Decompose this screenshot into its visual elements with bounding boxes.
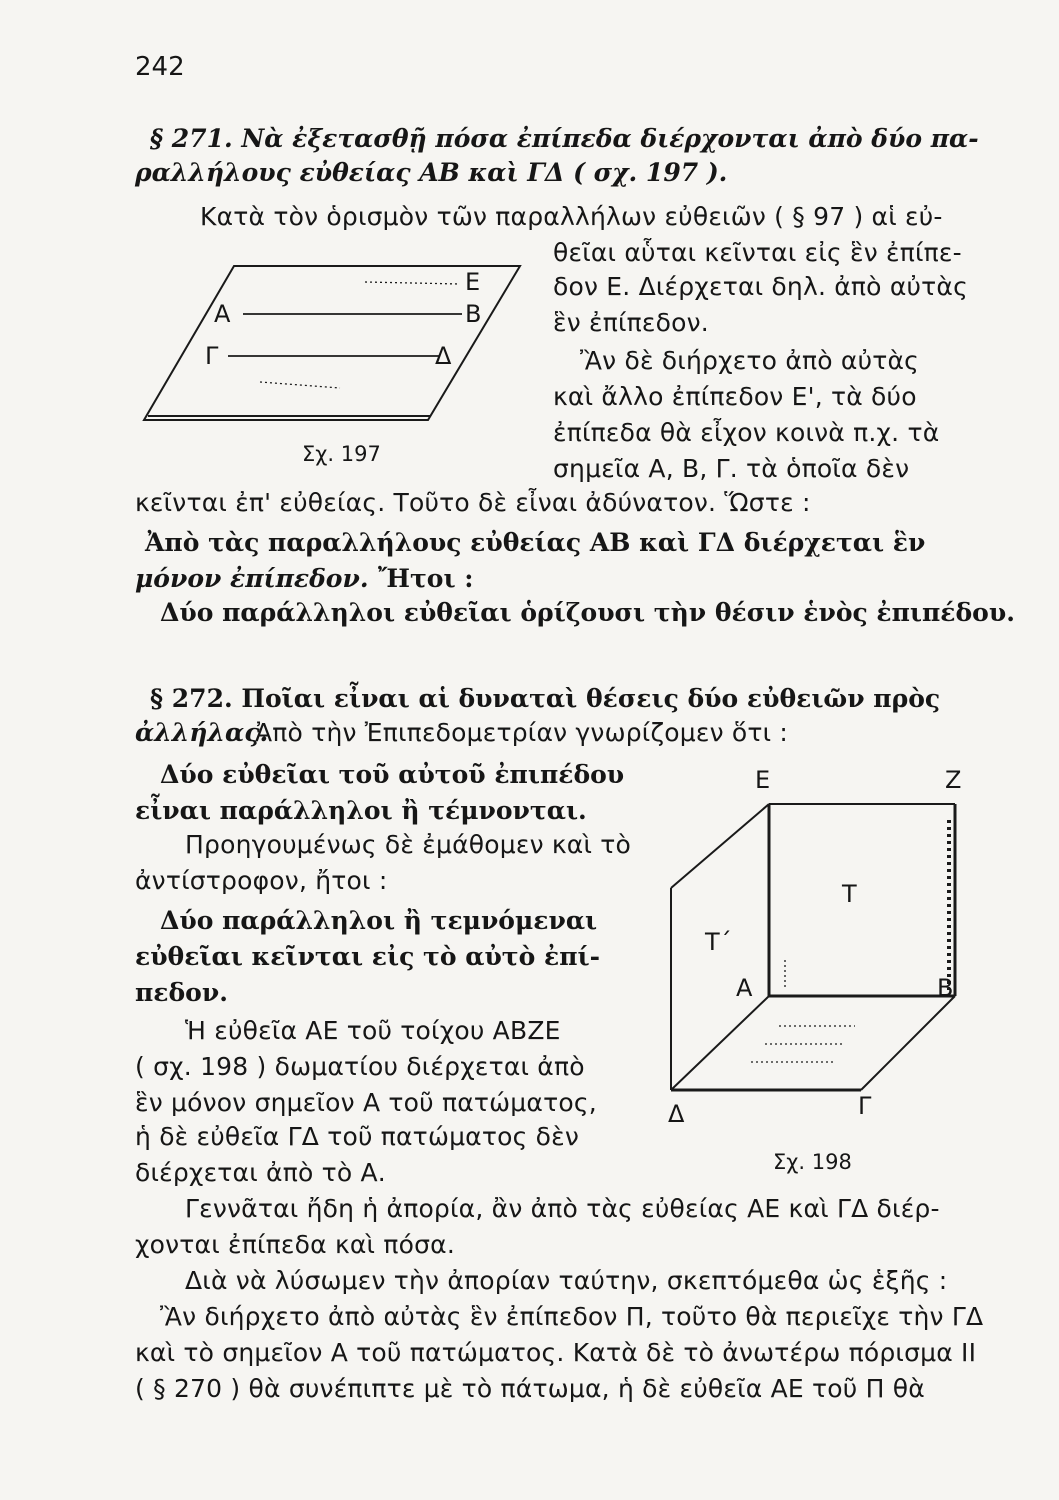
paragraph-line: Διὰ νὰ λύσωμεν τὴν ἀπορίαν ταύτην, σκεπτόμεθα ὡς ἑξῆς : bbox=[185, 1266, 948, 1295]
paragraph-line: Προηγουμένως δὲ ἐμάθομεν καὶ τὸ bbox=[185, 830, 632, 859]
section-272-title-line-1: § 272. Ποῖαι εἶναι αἱ δυναταὶ θέσεις δύο εὐθειῶν πρὸς bbox=[150, 684, 941, 713]
figure-198 bbox=[655, 790, 995, 1130]
paragraph-line: Γεννᾶται ἤδη ἡ ἀπορία, ἂν ἀπὸ τὰς εὐθείας ΑΕ καὶ ΓΔ διέρ- bbox=[185, 1194, 940, 1223]
paragraph-line: Ἀπὸ τὴν Ἐπιπεδομετρίαν γνωρίζομεν ὅτι : bbox=[255, 718, 789, 747]
conclusion-line: Ἤτοι : bbox=[378, 564, 474, 593]
section-271-title-line-2: ραλλήλους εὐθείας ΑΒ καὶ ΓΔ ( σχ. 197 ). bbox=[135, 158, 728, 187]
fig197-label-G: Γ bbox=[205, 342, 219, 370]
paragraph-line: ἓν μόνον σημεῖον Α τοῦ πατώματος, bbox=[135, 1088, 597, 1117]
paragraph-line: κεῖνται ἐπ' εὐθείας. Τοῦτο δὲ εἶναι ἀδύνατον. Ὥστε : bbox=[135, 488, 811, 517]
theorem-line: Δύο παράλληλοι ἢ τεμνόμεναι bbox=[160, 906, 598, 935]
fig198-label-Tp: Τ΄ bbox=[705, 928, 732, 956]
fig198-label-D: Δ bbox=[668, 1100, 685, 1128]
paragraph-line: ἀντίστροφον, ἤτοι : bbox=[135, 866, 388, 895]
page-number: 242 bbox=[135, 52, 185, 82]
paragraph-line: χονται ἐπίπεδα καὶ πόσα. bbox=[135, 1230, 455, 1259]
section-272-title-line-2: ἀλλήλας. bbox=[135, 718, 269, 747]
paragraph-line: καὶ ἄλλο ἐπίπεδον Ε', τὰ δύο bbox=[553, 382, 917, 411]
plane-E bbox=[144, 266, 520, 420]
fig198-label-Z: Ζ bbox=[945, 766, 962, 794]
dotted-line bbox=[365, 282, 460, 284]
fig198-label-E: Ε bbox=[755, 766, 771, 794]
theorem-line: εὐθεῖαι κεῖνται εἰς τὸ αὐτὸ ἐπί- bbox=[135, 942, 600, 971]
floor-right bbox=[861, 996, 955, 1090]
fig198-label-B: Β bbox=[937, 974, 954, 1002]
left-wall-top bbox=[671, 804, 769, 888]
fig198-label-T: Τ bbox=[842, 880, 857, 908]
fig197-label-B: Β bbox=[465, 300, 482, 328]
conclusion-line: μόνον ἐπίπεδον. bbox=[135, 564, 369, 593]
dotted-line bbox=[260, 382, 340, 388]
theorem-line: εἶναι παράλληλοι ἢ τέμνονται. bbox=[135, 796, 587, 825]
paragraph-line: Ἡ εὐθεῖα ΑΕ τοῦ τοίχου ΑΒΖΕ bbox=[185, 1016, 561, 1045]
floor-left bbox=[671, 996, 769, 1090]
paragraph-line: δον Ε. Διέρχεται δηλ. ἀπὸ αὐτὰς bbox=[553, 272, 968, 301]
theorem-line: Δύο εὐθεῖαι τοῦ αὐτοῦ ἐπιπέδου bbox=[160, 760, 625, 789]
theorem-line: πεδον. bbox=[135, 978, 228, 1007]
fig197-label-D: Δ bbox=[435, 342, 452, 370]
theorem-statement: Δύο παράλληλοι εὐθεῖαι ὁρίζουσι τὴν θέσιν ἑνὸς ἐπιπέδου. bbox=[160, 598, 1015, 627]
paragraph-line: σημεῖα Α, Β, Γ. τὰ ὁποῖα δὲν bbox=[553, 454, 910, 483]
fig197-label-A: Α bbox=[214, 300, 231, 328]
paragraph-line: Κατὰ τὸν ὁρισμὸν τῶν παραλλήλων εὐθειῶν ( § 97 ) αἱ εὐ- bbox=[200, 202, 943, 231]
paragraph-line: διέρχεται ἀπὸ τὸ Α. bbox=[135, 1158, 386, 1187]
paragraph-line: καὶ τὸ σημεῖον Α τοῦ πατώματος. Κατὰ δὲ τὸ ἀνωτέρω πόρισμα ΙΙ bbox=[135, 1338, 977, 1367]
paragraph-line: Ἂν διήρχετο ἀπὸ αὐτὰς ἓν ἐπίπεδον Π, τοῦτο θὰ περιεῖχε τὴν ΓΔ bbox=[160, 1302, 984, 1331]
paragraph-line: ἓν ἐπίπεδον. bbox=[553, 308, 709, 337]
paragraph-line: ἡ δὲ εὐθεῖα ΓΔ τοῦ πατώματος δὲν bbox=[135, 1122, 579, 1151]
conclusion-line: Ἀπὸ τὰς παραλλήλους εὐθείας ΑΒ καὶ ΓΔ διέρχεται ἓν bbox=[145, 528, 926, 557]
fig198-label-A: Α bbox=[736, 974, 753, 1002]
fig197-label-E: Ε bbox=[465, 268, 481, 296]
paragraph-line: ( § 270 ) θὰ συνέπιπτε μὲ τὸ πάτωμα, ἡ δὲ εὐθεῖα ΑΕ τοῦ Π θὰ bbox=[135, 1374, 925, 1403]
section-271-title-line-1: § 271. Νὰ ἐξετασθῇ πόσα ἐπίπεδα διέρχονται ἀπὸ δύο πα- bbox=[150, 124, 979, 153]
paragraph-line: θεῖαι αὗται κεῖνται εἰς ἓν ἐπίπε- bbox=[553, 238, 962, 267]
paragraph-line: ( σχ. 198 ) δωματίου διέρχεται ἀπὸ bbox=[135, 1052, 585, 1081]
paragraph-line: Ἂν δὲ διήρχετο ἀπὸ αὐτὰς bbox=[580, 346, 920, 375]
fig198-caption: Σχ. 198 bbox=[773, 1150, 852, 1174]
fig197-caption: Σχ. 197 bbox=[302, 442, 381, 466]
fig198-label-G: Γ bbox=[858, 1092, 872, 1120]
paragraph-line: ἐπίπεδα θὰ εἶχον κοινὰ π.χ. τὰ bbox=[553, 418, 940, 447]
section-271-title bbox=[150, 124, 979, 153]
